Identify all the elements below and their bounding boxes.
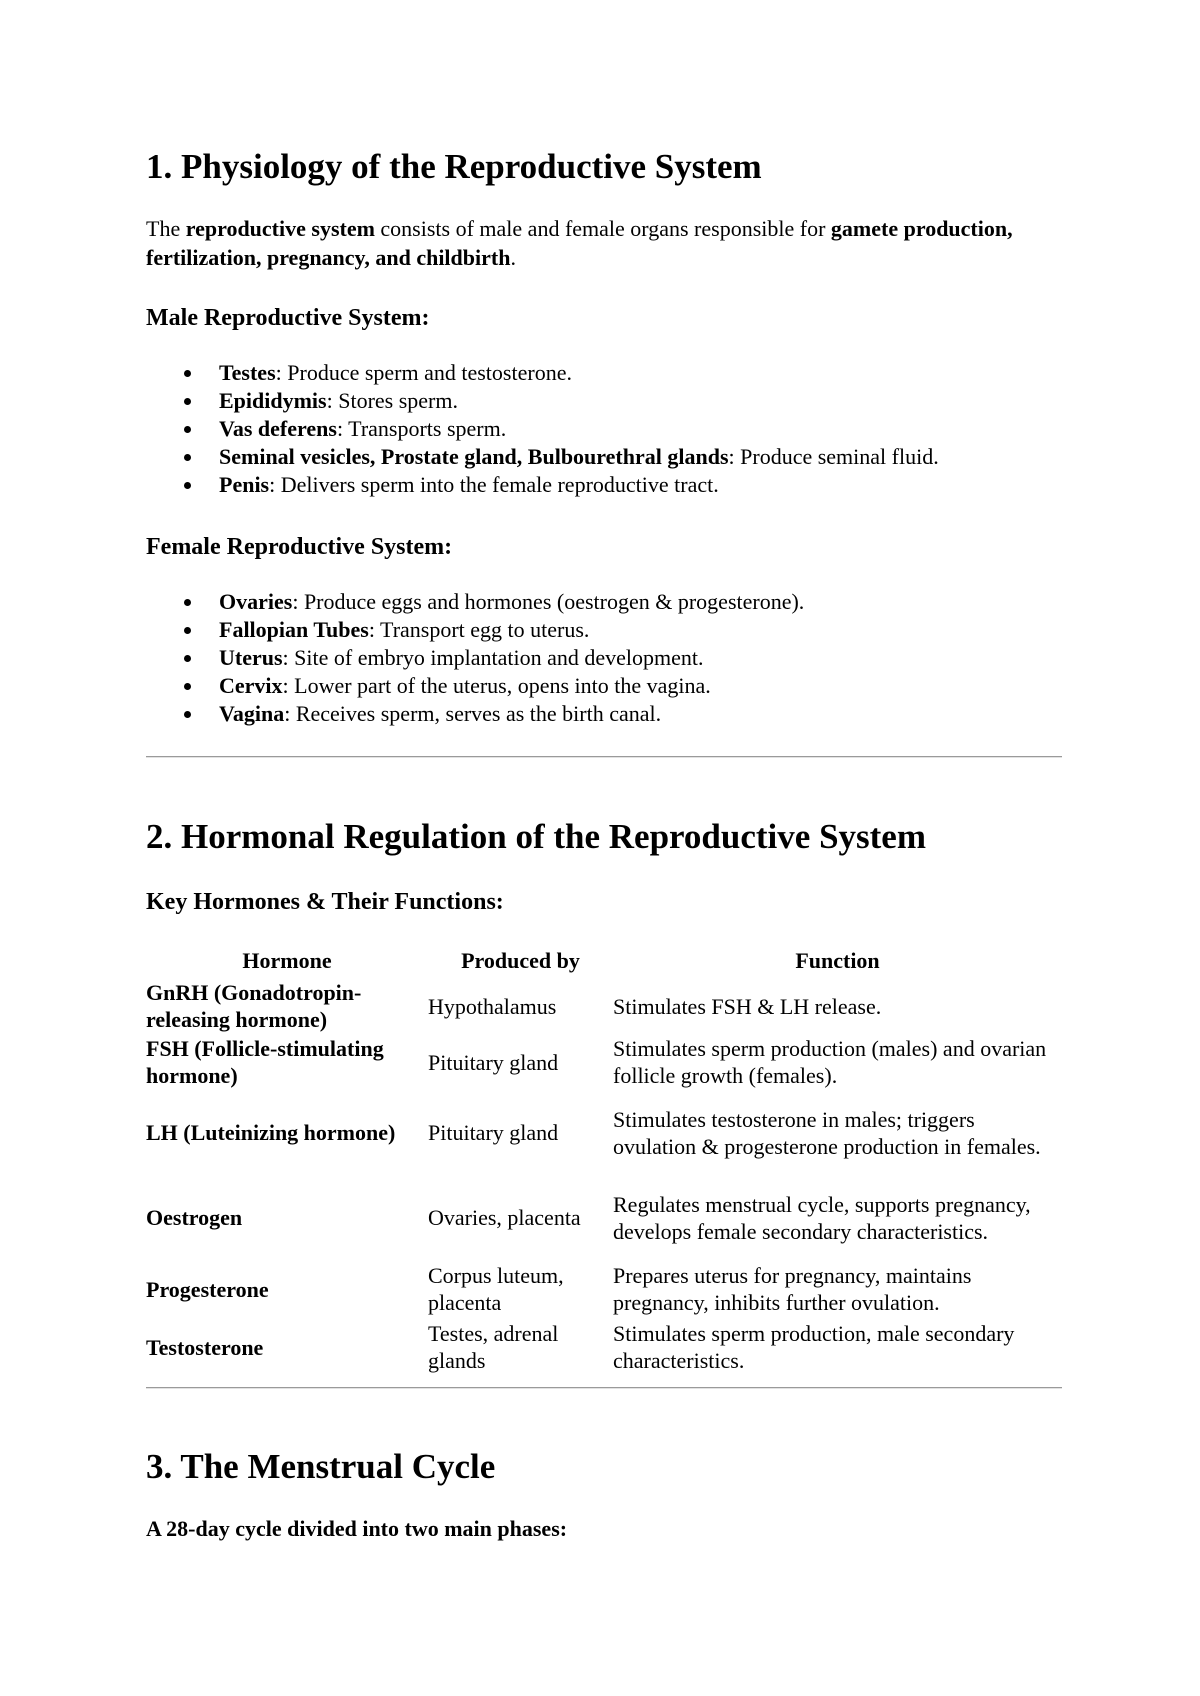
list-item-desc: : Produce seminal fluid. (728, 444, 939, 469)
male-system-heading: Male Reproductive System: (146, 305, 430, 331)
function-cell: Stimulates sperm production, male secondary characteristics. (613, 1321, 1015, 1373)
list-item (146, 415, 939, 443)
section-2-heading: 2. Hormonal Regulation of the Reproductive System (146, 817, 926, 856)
list-item (146, 443, 939, 471)
function-cell: Regulates menstrual cycle, supports pregnancy, develops female secondary characteristics. (613, 1191, 1031, 1244)
male-organs-list (146, 359, 939, 499)
produced-by-cell: Pituitary gland (428, 1120, 559, 1145)
bullet-icon (184, 482, 191, 489)
hormone-cell: GnRH (Gonadotropin-releasing hormone) (146, 980, 362, 1032)
column-header-produced-by: Produced by (461, 947, 580, 973)
table-header-row (146, 945, 1062, 978)
list-item (146, 387, 939, 415)
table-row (146, 1318, 1062, 1376)
list-item-term: Vas deferens (219, 416, 337, 441)
intro-bold-1: reproductive system (185, 216, 375, 241)
list-item-desc: : Site of embryo implantation and development. (282, 645, 704, 670)
hormone-cell: LH (Luteinizing hormone) (146, 1120, 396, 1145)
female-organs-list (146, 588, 804, 728)
list-item-term: Ovaries (219, 589, 293, 614)
produced-by-cell: Hypothalamus (428, 993, 557, 1019)
bullet-icon (184, 398, 191, 405)
list-item (146, 471, 939, 499)
function-cell: Stimulates sperm production (males) and ovarian follicle growth (females). (613, 1036, 1047, 1088)
column-header-function: Function (795, 947, 880, 973)
list-item (146, 616, 804, 644)
bullet-icon (184, 683, 191, 690)
hormone-cell: Testosterone (146, 1334, 264, 1360)
hormone-cell: Oestrogen (146, 1205, 243, 1230)
intro-text-2: consists of male and female organs responsible for (374, 216, 831, 241)
list-item-desc: : Stores sperm. (326, 388, 458, 413)
bullet-icon (184, 711, 191, 718)
intro-text-1: The (146, 216, 186, 241)
bullet-icon (184, 627, 191, 634)
list-item-term: Testes (219, 360, 276, 385)
key-hormones-heading: Key Hormones & Their Functions: (146, 889, 504, 915)
list-item-desc: : Lower part of the uterus, opens into the vagina. (282, 673, 711, 698)
section-1-intro (146, 214, 1062, 272)
section-1-heading: 1. Physiology of the Reproductive System (146, 147, 762, 186)
bullet-icon (184, 454, 191, 461)
produced-by-cell: Pituitary gland (428, 1049, 559, 1075)
list-item-term: Cervix (219, 673, 283, 698)
female-system-heading: Female Reproductive System: (146, 534, 453, 560)
list-item-desc: : Delivers sperm into the female reproductive tract. (269, 472, 719, 497)
list-item-term: Seminal vesicles, Prostate gland, Bulbourethral glands (219, 444, 729, 469)
section-divider (146, 1387, 1062, 1389)
list-item-term: Vagina (219, 701, 285, 726)
list-item-term: Epididymis (219, 388, 327, 413)
list-item (146, 359, 939, 387)
table-row (146, 1175, 1062, 1260)
list-item (146, 672, 804, 700)
bullet-icon (184, 655, 191, 662)
list-item-term: Penis (219, 472, 270, 497)
bullet-icon (184, 370, 191, 377)
intro-text-3: . (510, 245, 516, 270)
list-item (146, 700, 804, 728)
section-divider (146, 756, 1062, 758)
table-row (146, 1090, 1062, 1175)
function-cell: Stimulates FSH & LH release. (613, 993, 882, 1019)
list-item-desc: : Transport egg to uterus. (368, 617, 590, 642)
bullet-icon (184, 599, 191, 606)
hormone-cell: FSH (Follicle-stimulating hormone) (146, 1036, 384, 1088)
table-row (146, 978, 1062, 1034)
list-item-desc: : Transports sperm. (336, 416, 507, 441)
list-item-desc: : Produce eggs and hormones (oestrogen & progesterone). (292, 589, 805, 614)
function-cell: Stimulates testosterone in males; triggers ovulation & progesterone production in females. (613, 1106, 1041, 1159)
intro-bold-2: gamete production, fertilization, pregnancy, and childbirth (146, 216, 1013, 270)
hormone-cell: Progesterone (146, 1276, 269, 1302)
list-item-desc: : Produce sperm and testosterone. (275, 360, 572, 385)
produced-by-cell: Corpus luteum, placenta (428, 1263, 564, 1315)
list-item-desc: : Receives sperm, serves as the birth canal. (284, 701, 662, 726)
list-item (146, 588, 804, 616)
table-row (146, 1260, 1062, 1318)
function-cell: Prepares uterus for pregnancy, maintains pregnancy, inhibits further ovulation. (613, 1263, 972, 1315)
table-row (146, 1034, 1062, 1090)
list-item (146, 644, 804, 672)
hormones-table (146, 945, 1062, 1376)
section-3-intro: A 28-day cycle divided into two main phases: (146, 1516, 568, 1541)
produced-by-cell: Testes, adrenal glands (428, 1321, 559, 1373)
section-3-heading: 3. The Menstrual Cycle (146, 1447, 496, 1486)
column-header-hormone: Hormone (242, 947, 332, 973)
list-item-term: Fallopian Tubes (219, 617, 369, 642)
produced-by-cell: Ovaries, placenta (428, 1205, 581, 1230)
bullet-icon (184, 426, 191, 433)
list-item-term: Uterus (219, 645, 283, 670)
